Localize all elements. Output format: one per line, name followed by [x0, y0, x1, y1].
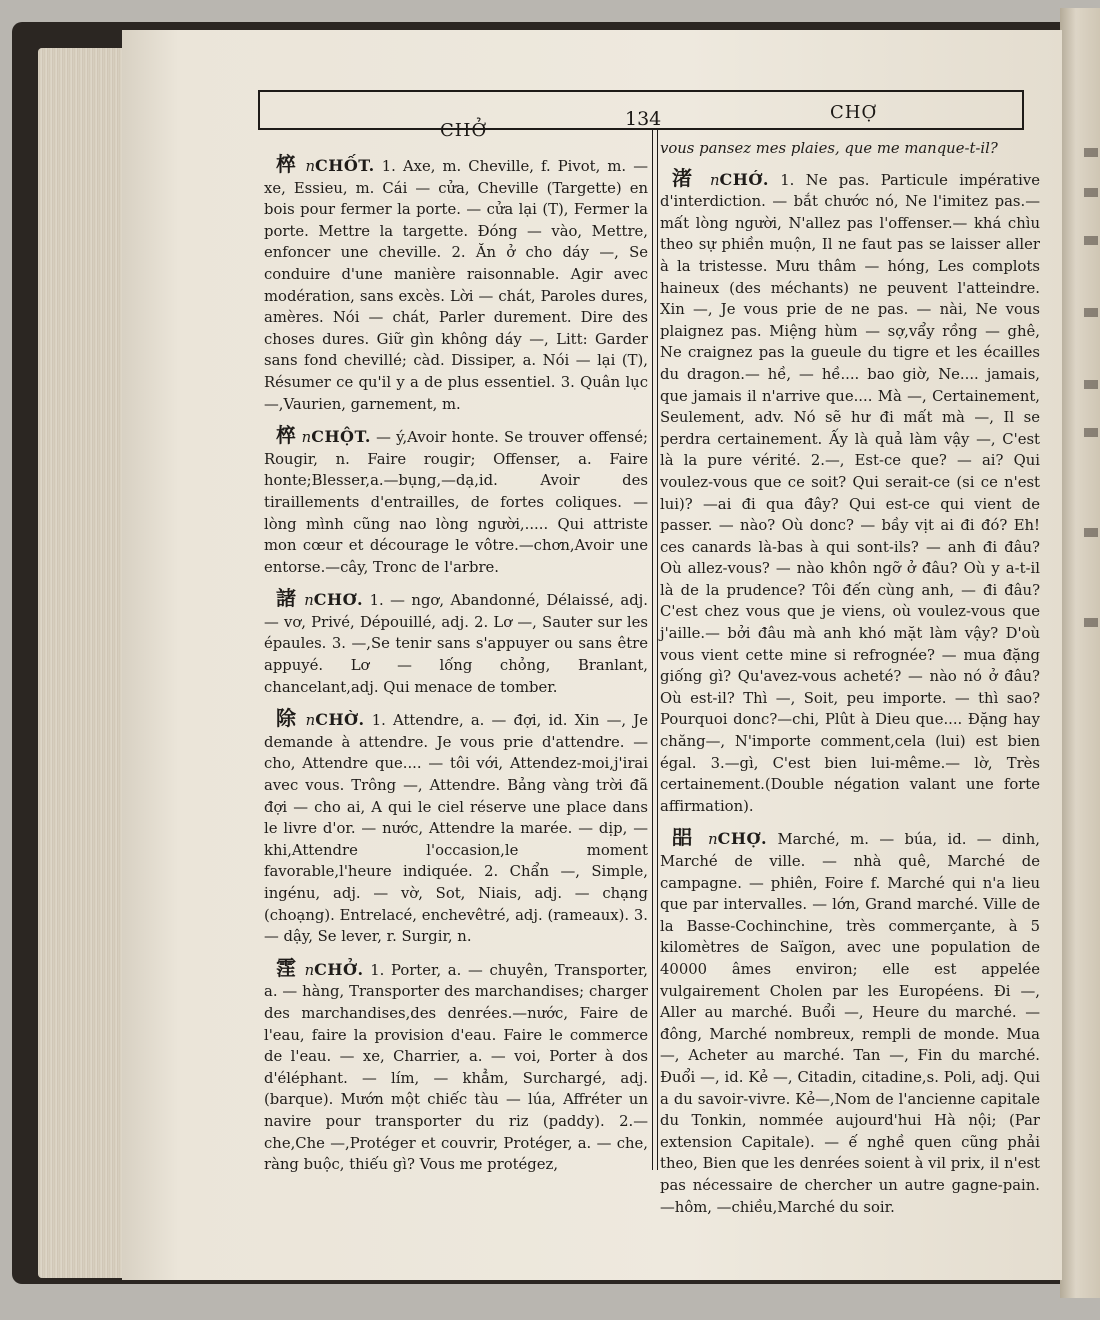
left-column: [264, 154, 648, 1186]
part-of-speech: n: [304, 592, 314, 610]
part-of-speech: n: [304, 961, 315, 979]
headword: CHỚ.: [719, 169, 769, 189]
han-character: 椊: [276, 152, 299, 176]
headword: CHỘT.: [311, 427, 371, 447]
dictionary-entry: [264, 955, 648, 1176]
part-of-speech: n: [305, 158, 315, 175]
page-number: 134: [625, 108, 662, 130]
han-character: 諸: [276, 586, 298, 611]
running-header: [258, 90, 1024, 141]
dictionary-entry: [660, 165, 1040, 818]
column-divider: [652, 130, 658, 1170]
entry-definition: Marché, m. — búa, id. — dinh, Marché de ville. — nhà quê, Marché de campagne. — phiên, Foire f. Marché qui n'a lieu que par intervalles. — lớn, Grand marché. Ville de la Basse-Cochinchine, très commerçante, à 5 kilomètres de Saïgon, avec une population de 40000 âmes environ; elle est appelée vulgairement Cholen par les Européens. Đi —, Aller au marché. Buổi —, Heure du marché. — đông, Marché nombreux, rempli de monde. Mua —, Acheter au marché. Tan —, Fin du marché. Đuổi —, id. Kẻ —, Citadin, citadine,s. Poli, adj. Qui a du savoir-vivre. Kẻ—,Nom de l'ancienne capitale du Tonkin, nommée aujourd'hui Hà nội; (Par extension Capitale). — ế nghề quen cũng phải theo, Bien que les denrées soient à vil prix, il n'est pas nécessaire de chercher un autre gagne-pain. —hôm, —chiều,Marché du soir.: [660, 831, 1040, 1216]
dictionary-entry: [264, 154, 648, 415]
entry-continuation: vous pansez mes plaies, que me manque-t-il?: [660, 140, 998, 157]
han-character: 霔: [276, 955, 298, 980]
entry-definition: 1. Ne pas. Particule impérative d'interdiction. — bắt chước nó, Ne l'imitez pas.— mất lòng người, N'allez pas l'offenser.— khá chìu theo sự phiền muộn, Il ne faut pas se laisser aller à la tristesse. Mưu thâm — hóng, Les complots haineux (des méchants) ne peuvent l'atteindre. Xin —, Je vous prie de ne pas. — nài, Ne vous plaignez pas. Miệng hùm — sợ,vẩy rồng — ghê, Ne craignez pas la gueule du tigre et les écailles du dragon.— hề, — hề.... bao giờ, Ne.... jamais, que jamais il n'arrive que.... Mà —, Certainement, Seulement, adv. Nó sẽ hư đi mất mà —, Il se perdra certainement. Ấy là quả làm vậy —, C'est là la pure vérité. 2.—, Est-ce que? — ai? Qui voulez-vous que ce soit? Qui serait-ce (si ce n'est lui)? —ai đi qua đây? Qui est-ce qui vient de passer. — nào? Où donc? — bầy vịt ai đi đó? Eh! ces canards là-bas à qui sont-ils? — anh đi đâu? Où allez-vous? — nào khôn ngỡ ở đâu? Où y a-t-il là de la prudence? Tôi đến cùng anh, — đi đâu? C'est chez vous que je viens, où voulez-vous que j'aille.— bởi đâu mà anh khó mặt làm vậy? D'où vous vient cette mine si refrognée? — mua đặng giống gì? Qu'avez-vous acheté? — nào nó ở đâu? Où est-il? Thì —, Soit, peu importe. — thì sao? Pourquoi donc?—chi, Plût à Dieu que.... Đặng hay chăng—, N'importe comment,cela (lui) est bien égal. 3.—gì, C'est bien lui-même.— lờ, Très certainement.(Double négation valant une forte affirmation).: [660, 171, 1040, 815]
guide-word-right: CHỢ: [830, 102, 878, 123]
dictionary-entry: [264, 588, 648, 698]
entry-definition: 1. Attendre, a. — đợi, id. Xin —, Je demande à attendre. Je vous prie d'attendre. — cho, Attendre que.... — tôi với, Attendez-moi,j'irai avec vous. Trông —, Attendre. Bảng vàng trời đã đợi — cho ai, A qui le ciel réserve une place dans le livre d'or. — nước, Attendre la marée. — dịp, — khi,Attendre l'occasion,le moment favorable,l'heure indiquée. 2. Chẩn —, Simple, ingénu, adj. — vờ, Sot, Niais, adj. — chạng (choạng). Entrelacé, enchevêtré, adj. (rameaux). 3. — dậy, Se lever, r. Surgir, n.: [264, 712, 648, 946]
han-character: 㗊: [672, 825, 698, 850]
dictionary-entry: [264, 425, 648, 578]
han-character: 渚: [672, 165, 699, 190]
guide-word-left: CHỞ: [440, 120, 488, 141]
headword: CHỜ.: [315, 710, 365, 730]
part-of-speech: n: [301, 429, 312, 447]
right-column: [660, 138, 1040, 1228]
han-character: 椊: [276, 423, 297, 448]
headword: CHỞ.: [314, 959, 364, 979]
dictionary-entry: [660, 827, 1040, 1218]
headword: CHỐT.: [314, 156, 375, 175]
part-of-speech: n: [710, 171, 720, 189]
entry-definition: 1. Porter, a. — chuyên, Transporter, a. — hàng, Transporter des marchandises; charger des marchandises,des denrées.—nước, Faire de l'eau, faire la provision d'eau. Faire le commerce de l'eau. — xe, Charrier, a. — voi, Porter à dos d'éléphant. — lím, — khẳm, Surchargé, adj. (barque). Mướn một chiếc tàu — lúa, Affréter un navire pour transporter du riz (paddy). 2.— che,Che —,Protéger et couvrir, Protéger, a. — che, ràng buộc, thiếu gì? Vous me protégez,: [264, 961, 648, 1174]
dictionary-entry: [264, 708, 648, 948]
headword: CHỢ.: [717, 829, 768, 849]
entry-definition: 1. — ngơ, Abandonné, Délaissé, adj. — vơ, Privé, Dépouillé, adj. 2. Lơ —, Sauter sur les épaules. 3. —,Se tenir sans s'appuyer ou sans être appuyé. Lơ — lống chỏng, Branlant, chancelant,adj. Qui menace de tomber.: [264, 592, 648, 696]
facing-page-edge: [1060, 8, 1100, 1298]
entry-definition: 1. Axe, m. Cheville, f. Pivot, m. — xe, Essieu, m. Cái — cửa, Cheville (Targette) en bois pour fermer la porte. — cửa lại (T), Fermer la porte. Mettre la targette. Đóng — vào, Mettre, enfoncer une cheville. 2. Ăn ở cho dáy —, Se conduire d'une manière raisonnable. Agir avec modération, sans excès. Lời — chát, Paroles dures, amères. Nói — chát, Parler durement. Dire des choses dures. Giữ gìn không dáy —, Litt: Garder sans fond chevillé; càd. Dissiper, a. Nói — lại (T), Résumer ce qu'il y a de plus essentiel. 3. Quân lục—,Vaurien, garnement, m.: [264, 158, 648, 413]
entry-definition: — ý,Avoir honte. Se trouver offensé; Rougir, n. Faire rougir; Offenser, a. Faire honte;Blesser,a.—bụng,—dạ,id. Avoir des tiraillements d'entrailles, de fortes coliques. — lòng mình cũng nao lòng người,..... Qui attriste mon cœur et décourage le vôtre.—chơn,Avoir une entorse.—cây, Tronc de l'arbre.: [264, 429, 648, 576]
part-of-speech: n: [708, 831, 718, 849]
han-character: 除: [276, 706, 299, 731]
part-of-speech: n: [305, 712, 316, 730]
headword: CHƠ.: [313, 590, 364, 610]
